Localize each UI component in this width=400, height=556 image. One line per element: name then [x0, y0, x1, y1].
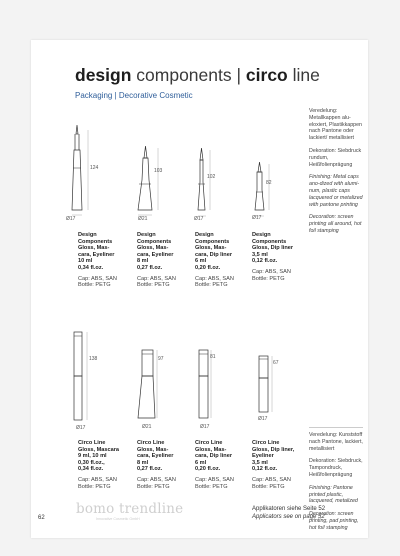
height-label: 67	[273, 360, 279, 366]
product-info: Design Components Gloss, Mas-cara, Eyeliner 8 ml 0,27 fl.oz. Cap: ABS, SAN Bottle: PETG	[137, 232, 176, 289]
diameter-label: Ø21	[142, 424, 152, 430]
height-label: 124	[90, 165, 99, 171]
page-number: 62	[38, 515, 45, 521]
brand-logo: bomo trendline Innovative Cosmetic GmbH	[76, 501, 184, 521]
diameter-label: Ø17	[258, 416, 268, 422]
height-label: 97	[158, 356, 164, 362]
finishing-notes-section-1: Veredelung: Metallkappen alu-eloxiert, Plastikkappen nach Pantone oder lackiert/ metallisiert Dekoration: Siebdruck rundum, Heißfolienprägung Finishing: Metal caps ano-dized with alumi-num, plastic caps lacquered or metalized with pantone printing Decoration: screen printing all around, hot foil stamping	[309, 108, 363, 234]
finishing-notes-section-2: Veredelung: Kunststoff nach Pantone, lackiert, metallisiert Dekoration: Siebdruck, Tampondruck, Heißfolienprägung Finishing: Pantone printed plastic, lacquered, metalized Decoration: screen printing, pad printing, hot foil stamping	[309, 432, 363, 531]
height-label: 81	[210, 354, 216, 360]
applicators-note: Applikatoren siehe Seite 52 Applicators see on page 52	[252, 506, 326, 520]
diameter-label: Ø17	[200, 424, 210, 430]
diameter-label: Ø17	[194, 216, 204, 222]
product-info: Circo Line Gloss, Mascara 9 ml, 10 ml 0,30 fl.oz., 0,34 fl.oz. Cap: ABS, SAN Bottle: PETG	[78, 440, 120, 490]
height-label: 102	[207, 174, 216, 180]
product-info: Design Components Gloss, Mas-cara, Eyeliner 10 ml 0,34 fl.oz. Cap: ABS, SAN Bottle: PETG	[78, 232, 117, 289]
height-label: 103	[154, 168, 163, 174]
product-info: Circo Line Gloss, Mas-cara, Dip liner 6 ml 0,20 fl.oz. Cap: ABS, SAN Bottle: PETG	[195, 440, 234, 490]
height-label: 82	[266, 180, 272, 186]
diameter-label: Ø21	[138, 216, 148, 222]
page-title: design components | circo line	[75, 65, 320, 85]
product-info: Design Components Gloss, Dip liner 3,5 ml 0,12 fl.oz. Cap: ABS, SAN Bottle: PETG	[252, 232, 294, 282]
diameter-label: Ø17	[66, 216, 76, 222]
product-info: Circo Line Gloss, Dip liner, Eyeliner 3,5 ml 0,12 fl.oz. Cap: ABS, SAN Bottle: PETG	[252, 440, 295, 490]
product-info: Design Components Gloss, Mas-cara, Dip liner 6 ml 0,20 fl.oz. Cap: ABS, SAN Bottle: PETG	[195, 232, 234, 289]
height-label: 138	[89, 356, 98, 362]
divider	[309, 427, 363, 428]
diameter-label: Ø17	[76, 425, 86, 431]
product-info: Circo Line Gloss, Mas-cara, Eyeliner 8 ml 0,27 fl.oz. Cap: ABS, SAN Bottle: PETG	[137, 440, 176, 490]
page-subtitle: Packaging | Decorative Cosmetic	[75, 91, 193, 100]
diameter-label: Ø17	[252, 215, 262, 221]
